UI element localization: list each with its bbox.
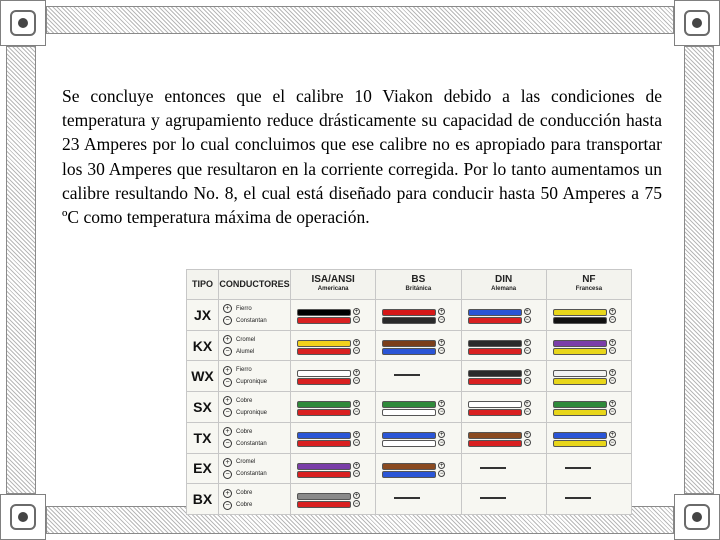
positive-wire-swatch: [382, 432, 436, 439]
row-tipo: TX: [187, 422, 219, 453]
positive-wire-swatch: [297, 493, 351, 500]
frame-corner-top-left: [0, 0, 46, 46]
negative-icon: −: [439, 439, 444, 446]
row-conductores: [219, 361, 291, 392]
negative-wire-swatch: [553, 348, 607, 355]
positive-conductor-label: Cromel: [236, 459, 256, 466]
wire-swatch-cell: [461, 361, 546, 392]
row-tipo: KX: [187, 330, 219, 361]
wire-swatch-cell: [376, 453, 461, 484]
wire-swatch-cell: [376, 300, 461, 331]
negative-icon: −: [223, 378, 232, 387]
wire-swatch-cell: [461, 484, 546, 515]
row-tipo: JX: [187, 300, 219, 331]
positive-wire-swatch: [297, 432, 351, 439]
wire-swatch-cell: [461, 392, 546, 423]
wire-swatch-cell: [546, 330, 631, 361]
header-standard: NF Francesa: [546, 270, 631, 300]
wire-swatch-cell: [291, 453, 376, 484]
negative-wire-swatch: [468, 348, 522, 355]
positive-wire-swatch: [468, 340, 522, 347]
positive-icon: +: [223, 427, 232, 436]
wire-swatch-cell: [376, 484, 461, 515]
positive-icon: +: [525, 370, 529, 377]
not-applicable-dash: [565, 497, 591, 499]
positive-icon: +: [354, 462, 359, 469]
negative-icon: −: [354, 409, 359, 416]
positive-icon: +: [223, 489, 232, 498]
wire-swatch-cell: [546, 361, 631, 392]
negative-icon: −: [223, 470, 232, 479]
positive-icon: +: [354, 309, 359, 315]
negative-icon: −: [525, 378, 529, 385]
positive-conductor-label: Fierro: [236, 367, 252, 374]
positive-icon: +: [525, 401, 529, 408]
frame-left-bar: [6, 46, 36, 494]
positive-icon: +: [223, 396, 232, 405]
negative-wire-swatch: [297, 378, 351, 385]
row-conductores: [219, 484, 291, 515]
negative-icon: −: [439, 347, 444, 354]
positive-icon: +: [354, 401, 359, 408]
wire-swatch-cell: [291, 484, 376, 515]
negative-conductor-label: Cupronique: [236, 379, 268, 386]
negative-icon: −: [525, 317, 529, 323]
body-paragraph: Se concluye entonces que el calibre 10 Viakon debido a las condiciones de temperatura y agrupamiento reduce drásticamente su capacidad de conducción hasta 23 Amperes por lo cual concluimos que ese calibre no es apropiado para transportar los 30 Amperes que resultaron en la corriente corregida. Por lo tanto aumentamos un calibre resultando No. 8, el cual está diseñado para conducir hasta 50 Amperes a 75 ºC como temperatura máxima de operación.: [62, 86, 662, 228]
frame-corner-bottom-left: [0, 494, 46, 540]
positive-icon: +: [610, 339, 614, 346]
negative-icon: −: [610, 409, 614, 416]
wire-swatch-cell: [291, 422, 376, 453]
wire-swatch-cell: [461, 453, 546, 484]
negative-wire-swatch: [553, 317, 607, 324]
negative-icon: −: [525, 347, 529, 354]
row-tipo: EX: [187, 453, 219, 484]
thermocouple-color-table: [186, 269, 632, 515]
negative-icon: −: [439, 470, 444, 477]
negative-wire-swatch: [297, 440, 351, 447]
table-row: [187, 453, 632, 484]
not-applicable-dash: [480, 497, 506, 499]
wire-swatch-cell: [546, 422, 631, 453]
row-conductores: [219, 300, 291, 331]
positive-icon: +: [610, 370, 614, 377]
positive-wire-swatch: [468, 432, 522, 439]
negative-icon: −: [354, 470, 359, 477]
positive-icon: +: [354, 370, 359, 377]
positive-icon: +: [610, 309, 614, 315]
negative-icon: −: [223, 439, 232, 448]
wire-swatch-cell: [376, 330, 461, 361]
negative-icon: −: [354, 317, 359, 323]
positive-wire-swatch: [553, 370, 607, 377]
positive-icon: +: [223, 458, 232, 467]
positive-conductor-label: Fierro: [236, 305, 252, 312]
positive-icon: +: [439, 401, 444, 408]
positive-icon: +: [439, 339, 444, 346]
row-tipo: WX: [187, 361, 219, 392]
frame-corner-top-right: [674, 0, 720, 46]
row-conductores: [219, 392, 291, 423]
positive-wire-swatch: [382, 463, 436, 470]
wire-swatch-cell: [461, 300, 546, 331]
positive-wire-swatch: [553, 432, 607, 439]
positive-conductor-label: Cobre: [236, 490, 253, 497]
positive-icon: +: [439, 431, 444, 438]
negative-wire-swatch: [382, 409, 436, 416]
negative-conductor-label: Constantan: [236, 317, 267, 324]
positive-wire-swatch: [297, 309, 351, 316]
not-applicable-dash: [480, 467, 506, 469]
negative-icon: −: [610, 439, 614, 446]
positive-icon: +: [223, 366, 232, 375]
negative-conductor-label: Cobre: [236, 502, 253, 509]
negative-icon: −: [610, 347, 614, 354]
negative-icon: −: [223, 347, 232, 356]
positive-icon: +: [525, 431, 529, 438]
negative-icon: −: [354, 378, 359, 385]
positive-wire-swatch: [382, 401, 436, 408]
wire-swatch-cell: [291, 300, 376, 331]
wire-swatch-cell: [546, 300, 631, 331]
negative-wire-swatch: [468, 440, 522, 447]
positive-icon: +: [525, 309, 529, 315]
negative-icon: −: [439, 317, 444, 323]
table-header-row: [187, 270, 632, 300]
table-row: [187, 330, 632, 361]
negative-conductor-label: Alumel: [236, 348, 255, 355]
slide-content: [48, 40, 672, 509]
wire-swatch-cell: [546, 392, 631, 423]
negative-icon: −: [525, 439, 529, 446]
negative-icon: −: [439, 409, 444, 416]
wire-swatch-cell: [461, 422, 546, 453]
positive-wire-swatch: [382, 309, 436, 316]
header-tipo: TIPO: [187, 270, 219, 300]
positive-wire-swatch: [297, 340, 351, 347]
negative-icon: −: [354, 501, 359, 508]
negative-wire-swatch: [553, 409, 607, 416]
row-conductores: [219, 453, 291, 484]
wire-swatch-cell: [376, 422, 461, 453]
negative-wire-swatch: [382, 471, 436, 478]
wire-swatch-cell: [291, 392, 376, 423]
negative-wire-swatch: [297, 317, 351, 324]
table-row: [187, 392, 632, 423]
positive-icon: +: [525, 339, 529, 346]
positive-wire-swatch: [297, 401, 351, 408]
negative-icon: −: [223, 408, 232, 417]
positive-icon: +: [354, 431, 359, 438]
frame-corner-bottom-right: [674, 494, 720, 540]
positive-icon: +: [610, 431, 614, 438]
not-applicable-dash: [394, 374, 420, 376]
negative-conductor-label: Constantan: [236, 440, 267, 447]
positive-wire-swatch: [468, 309, 522, 316]
positive-conductor-label: Cobre: [236, 397, 253, 404]
header-standard: DIN Alemana: [461, 270, 546, 300]
negative-conductor-label: Cupronique: [236, 409, 268, 416]
row-tipo: SX: [187, 392, 219, 423]
negative-icon: −: [610, 378, 614, 385]
wire-swatch-cell: [376, 392, 461, 423]
wire-swatch-cell: [376, 361, 461, 392]
positive-icon: +: [439, 309, 444, 315]
positive-icon: +: [439, 462, 444, 469]
header-standard: ISA/ANSI Americana: [291, 270, 376, 300]
wire-swatch-cell: [546, 453, 631, 484]
wire-swatch-cell: [546, 484, 631, 515]
positive-icon: +: [354, 339, 359, 346]
negative-wire-swatch: [297, 409, 351, 416]
negative-conductor-label: Constantan: [236, 471, 267, 478]
not-applicable-dash: [565, 467, 591, 469]
negative-icon: −: [354, 347, 359, 354]
header-conductores: CONDUCTORES: [219, 270, 291, 300]
positive-wire-swatch: [382, 340, 436, 347]
negative-icon: −: [354, 439, 359, 446]
positive-icon: +: [223, 304, 232, 313]
positive-conductor-label: Cromel: [236, 336, 256, 343]
frame-right-bar: [684, 46, 714, 494]
positive-icon: +: [354, 493, 359, 500]
row-tipo: BX: [187, 484, 219, 515]
negative-wire-swatch: [382, 348, 436, 355]
not-applicable-dash: [394, 497, 420, 499]
row-conductores: [219, 330, 291, 361]
table-row: [187, 300, 632, 331]
wire-swatch-cell: [461, 330, 546, 361]
table-row: [187, 361, 632, 392]
wire-swatch-cell: [291, 330, 376, 361]
positive-icon: +: [223, 335, 232, 344]
negative-wire-swatch: [297, 348, 351, 355]
positive-wire-swatch: [297, 370, 351, 377]
negative-wire-swatch: [468, 409, 522, 416]
negative-wire-swatch: [553, 440, 607, 447]
positive-wire-swatch: [468, 370, 522, 377]
wire-swatch-cell: [291, 361, 376, 392]
negative-icon: −: [610, 317, 614, 323]
negative-wire-swatch: [382, 440, 436, 447]
negative-icon: −: [223, 316, 232, 325]
positive-icon: +: [610, 401, 614, 408]
header-standard: BS Británica: [376, 270, 461, 300]
negative-wire-swatch: [553, 378, 607, 385]
positive-wire-swatch: [297, 463, 351, 470]
positive-wire-swatch: [553, 340, 607, 347]
positive-wire-swatch: [553, 309, 607, 316]
frame-top-bar: [46, 6, 674, 34]
table-row: [187, 484, 632, 515]
negative-wire-swatch: [468, 378, 522, 385]
negative-icon: −: [525, 409, 529, 416]
negative-icon: −: [223, 501, 232, 510]
positive-wire-swatch: [553, 401, 607, 408]
positive-wire-swatch: [468, 401, 522, 408]
row-conductores: [219, 422, 291, 453]
positive-conductor-label: Cobre: [236, 428, 253, 435]
negative-wire-swatch: [382, 317, 436, 324]
negative-wire-swatch: [468, 317, 522, 324]
negative-wire-swatch: [297, 471, 351, 478]
table-row: [187, 422, 632, 453]
color-code-table: [186, 269, 632, 515]
negative-wire-swatch: [297, 501, 351, 508]
